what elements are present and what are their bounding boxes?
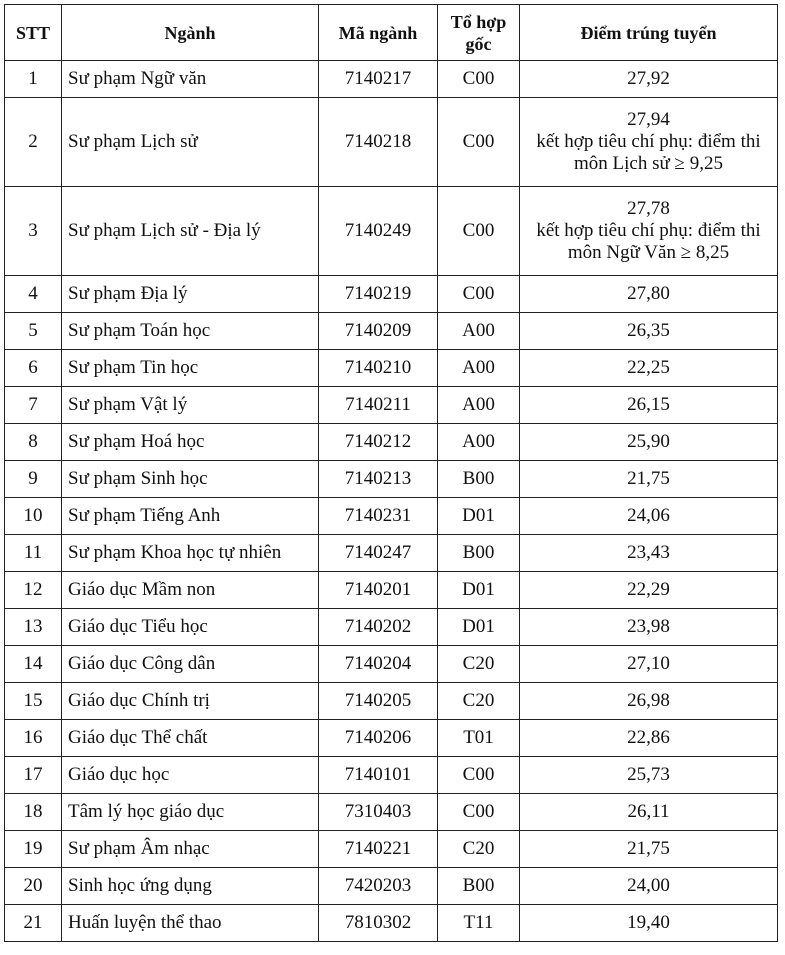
- stt-cell: 16: [5, 720, 62, 757]
- subject-combination-cell: B00: [438, 868, 520, 905]
- major-name-cell: Sư phạm Địa lý: [62, 276, 319, 313]
- table-row: [5, 276, 778, 313]
- subject-combination-cell: C00: [438, 187, 520, 276]
- subject-combination-cell: D01: [438, 609, 520, 646]
- score-value: 27,80: [627, 283, 670, 304]
- subject-combination-cell: C00: [438, 61, 520, 98]
- major-code-cell: 7310403: [319, 794, 438, 831]
- score-value: 26,98: [627, 690, 670, 711]
- stt-cell: 14: [5, 646, 62, 683]
- major-name-cell: Sư phạm Lịch sử: [62, 98, 319, 187]
- score-note: kết hợp tiêu chí phụ: điểm thi môn Ngữ Văn ≥ 8,25: [536, 220, 761, 263]
- score-cell: [520, 905, 778, 942]
- score-value: 26,35: [627, 320, 670, 341]
- major-name-cell: Giáo dục Chính trị: [62, 683, 319, 720]
- score-cell: [520, 98, 778, 187]
- stt-cell: 4: [5, 276, 62, 313]
- subject-combination-cell: C20: [438, 831, 520, 868]
- score-note: kết hợp tiêu chí phụ: điểm thi môn Lịch sử ≥ 9,25: [536, 131, 761, 174]
- score-cell: [520, 757, 778, 794]
- header-nganh: Ngành: [62, 5, 319, 61]
- score-value: 19,40: [627, 912, 670, 933]
- score-cell: [520, 61, 778, 98]
- major-name-cell: Huấn luyện thể thao: [62, 905, 319, 942]
- major-code-cell: 7140219: [319, 276, 438, 313]
- stt-cell: 9: [5, 461, 62, 498]
- score-value: 27,78: [627, 198, 670, 219]
- table-row: [5, 424, 778, 461]
- score-cell: [520, 276, 778, 313]
- stt-cell: 5: [5, 313, 62, 350]
- score-value: 21,75: [627, 468, 670, 489]
- table-row: [5, 720, 778, 757]
- major-name-cell: Giáo dục Thể chất: [62, 720, 319, 757]
- score-cell: [520, 313, 778, 350]
- score-value: 27,10: [627, 653, 670, 674]
- score-cell: [520, 831, 778, 868]
- major-code-cell: 7140206: [319, 720, 438, 757]
- table-body: [5, 61, 778, 942]
- score-value: 26,15: [627, 394, 670, 415]
- major-name-cell: Sư phạm Toán học: [62, 313, 319, 350]
- score-cell: [520, 646, 778, 683]
- subject-combination-cell: A00: [438, 313, 520, 350]
- major-name-cell: Sư phạm Khoa học tự nhiên: [62, 535, 319, 572]
- major-name-cell: Sư phạm Tin học: [62, 350, 319, 387]
- score-value: 26,11: [627, 801, 670, 822]
- score-cell: [520, 683, 778, 720]
- score-value: 24,00: [627, 875, 670, 896]
- header-row: [5, 5, 778, 61]
- major-name-cell: Sư phạm Sinh học: [62, 461, 319, 498]
- stt-cell: 18: [5, 794, 62, 831]
- admission-scores-table: [4, 4, 778, 942]
- header-diem: Điểm trúng tuyển: [520, 5, 778, 61]
- subject-combination-cell: C20: [438, 646, 520, 683]
- table-row: [5, 313, 778, 350]
- stt-cell: 21: [5, 905, 62, 942]
- stt-cell: 7: [5, 387, 62, 424]
- table-row: [5, 350, 778, 387]
- stt-cell: 3: [5, 187, 62, 276]
- score-value: 22,29: [627, 579, 670, 600]
- major-code-cell: 7140212: [319, 424, 438, 461]
- major-name-cell: Sư phạm Hoá học: [62, 424, 319, 461]
- major-name-cell: Sư phạm Ngữ văn: [62, 61, 319, 98]
- major-name-cell: Giáo dục Mầm non: [62, 572, 319, 609]
- subject-combination-cell: B00: [438, 461, 520, 498]
- score-cell: [520, 461, 778, 498]
- major-code-cell: 7140249: [319, 187, 438, 276]
- stt-cell: 12: [5, 572, 62, 609]
- score-value: 24,06: [627, 505, 670, 526]
- major-name-cell: Sư phạm Lịch sử - Địa lý: [62, 187, 319, 276]
- major-code-cell: 7140211: [319, 387, 438, 424]
- subject-combination-cell: C00: [438, 276, 520, 313]
- score-value: 27,94: [627, 109, 670, 130]
- score-cell: [520, 794, 778, 831]
- stt-cell: 15: [5, 683, 62, 720]
- table-row: [5, 498, 778, 535]
- subject-combination-cell: A00: [438, 387, 520, 424]
- score-cell: [520, 609, 778, 646]
- score-cell: [520, 535, 778, 572]
- header-stt: STT: [5, 5, 62, 61]
- stt-cell: 20: [5, 868, 62, 905]
- table-row: [5, 461, 778, 498]
- table-row: [5, 572, 778, 609]
- major-name-cell: Sư phạm Vật lý: [62, 387, 319, 424]
- major-code-cell: 7140101: [319, 757, 438, 794]
- stt-cell: 10: [5, 498, 62, 535]
- major-code-cell: 7140213: [319, 461, 438, 498]
- table-row: [5, 868, 778, 905]
- subject-combination-cell: C00: [438, 98, 520, 187]
- header-ma-nganh: Mã ngành: [319, 5, 438, 61]
- major-code-cell: 7140201: [319, 572, 438, 609]
- table-row: [5, 646, 778, 683]
- major-name-cell: Giáo dục Công dân: [62, 646, 319, 683]
- major-code-cell: 7140218: [319, 98, 438, 187]
- major-code-cell: 7140202: [319, 609, 438, 646]
- table-row: [5, 535, 778, 572]
- subject-combination-cell: D01: [438, 572, 520, 609]
- stt-cell: 13: [5, 609, 62, 646]
- stt-cell: 8: [5, 424, 62, 461]
- major-code-cell: 7810302: [319, 905, 438, 942]
- score-value: 21,75: [627, 838, 670, 859]
- score-cell: [520, 572, 778, 609]
- stt-cell: 6: [5, 350, 62, 387]
- subject-combination-cell: A00: [438, 424, 520, 461]
- major-code-cell: 7140209: [319, 313, 438, 350]
- major-name-cell: Tâm lý học giáo dục: [62, 794, 319, 831]
- subject-combination-cell: T01: [438, 720, 520, 757]
- stt-cell: 19: [5, 831, 62, 868]
- table-row: [5, 187, 778, 276]
- major-code-cell: 7140221: [319, 831, 438, 868]
- table-row: [5, 61, 778, 98]
- table-row: [5, 905, 778, 942]
- stt-cell: 17: [5, 757, 62, 794]
- table-row: [5, 609, 778, 646]
- stt-cell: 11: [5, 535, 62, 572]
- major-name-cell: Sinh học ứng dụng: [62, 868, 319, 905]
- subject-combination-cell: T11: [438, 905, 520, 942]
- score-value: 22,25: [627, 357, 670, 378]
- major-code-cell: 7140247: [319, 535, 438, 572]
- score-value: 22,86: [627, 727, 670, 748]
- score-value: 23,43: [627, 542, 670, 563]
- subject-combination-cell: C00: [438, 757, 520, 794]
- subject-combination-cell: C20: [438, 683, 520, 720]
- major-code-cell: 7420203: [319, 868, 438, 905]
- score-cell: [520, 868, 778, 905]
- table-row: [5, 98, 778, 187]
- score-cell: [520, 720, 778, 757]
- major-code-cell: 7140231: [319, 498, 438, 535]
- major-name-cell: Giáo dục Tiểu học: [62, 609, 319, 646]
- header-to-hop: Tổ hợp gốc: [438, 5, 520, 61]
- major-code-cell: 7140205: [319, 683, 438, 720]
- major-code-cell: 7140204: [319, 646, 438, 683]
- score-cell: [520, 350, 778, 387]
- stt-cell: 2: [5, 98, 62, 187]
- major-name-cell: Sư phạm Âm nhạc: [62, 831, 319, 868]
- major-name-cell: Sư phạm Tiếng Anh: [62, 498, 319, 535]
- table-row: [5, 683, 778, 720]
- major-code-cell: 7140217: [319, 61, 438, 98]
- score-value: 27,92: [627, 68, 670, 89]
- score-value: 25,73: [627, 764, 670, 785]
- subject-combination-cell: A00: [438, 350, 520, 387]
- table-row: [5, 387, 778, 424]
- score-cell: [520, 187, 778, 276]
- score-value: 25,90: [627, 431, 670, 452]
- score-cell: [520, 387, 778, 424]
- stt-cell: 1: [5, 61, 62, 98]
- table-row: [5, 757, 778, 794]
- subject-combination-cell: D01: [438, 498, 520, 535]
- score-cell: [520, 498, 778, 535]
- major-code-cell: 7140210: [319, 350, 438, 387]
- subject-combination-cell: B00: [438, 535, 520, 572]
- table-row: [5, 831, 778, 868]
- major-name-cell: Giáo dục học: [62, 757, 319, 794]
- subject-combination-cell: C00: [438, 794, 520, 831]
- score-value: 23,98: [627, 616, 670, 637]
- table-row: [5, 794, 778, 831]
- score-cell: [520, 424, 778, 461]
